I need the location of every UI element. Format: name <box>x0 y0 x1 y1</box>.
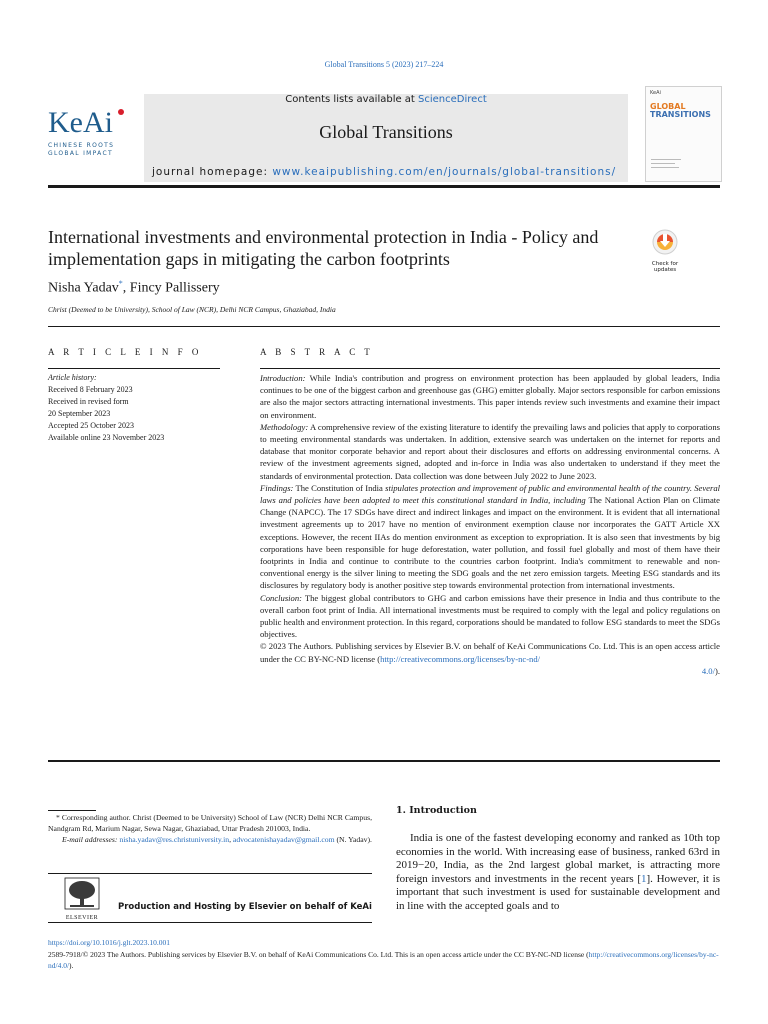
abstract-copyright-end <box>260 665 720 677</box>
homepage-link[interactable]: www.keaipublishing.com/en/journals/global-transitions/ <box>272 166 617 178</box>
abstract-heading: A B S T R A C T <box>260 347 374 357</box>
footer-license-link[interactable]: http://creativecommons.org/licenses/by-nc-nd/4.0/ <box>48 950 719 970</box>
doi-link[interactable]: https://doi.org/10.1016/j.glt.2023.10.001 <box>48 938 170 947</box>
issn-text-end: ). <box>69 961 74 970</box>
copyright-text: ). <box>714 665 720 676</box>
contents-line <box>144 94 628 105</box>
email-separator: , <box>229 835 233 844</box>
elsevier-logo-text: ELSEVIER <box>65 915 99 921</box>
footnote-rule <box>48 810 96 811</box>
introduction-heading: 1. Introduction <box>396 805 477 816</box>
elsevier-hosting-box <box>48 873 372 923</box>
cover-decoration <box>651 159 681 160</box>
keai-logo[interactable] <box>48 108 130 166</box>
check-updates-icon <box>646 229 684 257</box>
journal-cover-thumbnail[interactable] <box>645 86 722 182</box>
keai-tagline-2: GLOBAL IMPACT <box>48 150 113 157</box>
check-updates-text-2: updates <box>653 267 677 273</box>
corresponding-author-note: * Corresponding author. Christ (Deemed to be University) School of Law (NCR) Delhi NCR Campus, Nandgram Rd, Marium Nagar, Sewa Nagar, Ghaziabad, Uttar Pradesh 201003, India. <box>48 813 372 833</box>
divider <box>48 326 720 327</box>
email-link[interactable]: nisha.yadav@res.christuniversity.in <box>119 835 230 844</box>
cover-title-line2: TRANSITIONS <box>650 110 711 119</box>
abstract-label: Findings: <box>260 482 294 493</box>
cover-publisher: KeAi <box>650 90 661 96</box>
issn-text: 2589-7918/© 2023 The Authors. Publishing services by Elsevier B.V. on behalf of KeAi Communications Co. Ltd. This is an open access article under the CC BY-NC-ND license ( <box>48 950 589 959</box>
keai-wordmark: KeAi <box>48 106 113 139</box>
check-updates-text-1: Check for <box>651 261 679 267</box>
abstract-text: The Constitution of India <box>293 482 386 493</box>
article-history <box>48 372 164 444</box>
introduction-text-part: ]. However, it is important that such investment is used for sustainable development and in line with the accepted goals and to <box>396 872 720 912</box>
article-title: International investments and environmental protection in India - Policy and implementation gaps in mitigating the carbon footprints <box>48 227 599 269</box>
cover-decoration <box>651 167 679 168</box>
cover-title-line1: GLOBAL <box>650 102 686 111</box>
elsevier-tree-icon <box>62 877 102 911</box>
history-item: Available online 23 November 2023 <box>48 433 165 442</box>
divider <box>48 368 220 369</box>
citation-link[interactable]: 1 <box>641 872 647 885</box>
author-name: Nisha Yadav <box>48 280 119 296</box>
email-link[interactable]: advocatenishayadav@gmail.com <box>232 835 335 844</box>
abstract-methodology <box>260 421 720 482</box>
homepage-label: journal homepage: <box>152 166 273 178</box>
abstract-findings <box>260 482 720 592</box>
copyright-text: © 2023 The Authors. Publishing services by Elsevier B.V. on behalf of KeAi Communications Co. Ltd. This is an open access article under the CC BY-NC-ND license ( <box>260 641 720 664</box>
abstract-copyright <box>260 640 720 664</box>
cover-decoration <box>651 163 675 164</box>
header-rule <box>48 185 720 188</box>
divider <box>48 760 720 762</box>
introduction-text-part: India is one of the fastest developing economy and ranked as 10th top economies in the world. With increasing ease of business, ranked 63rd in 2019−20, India, as the 2nd largest global market, is attracting more foreign investors and investments in the recent years [ <box>396 832 720 885</box>
history-item: Accepted 25 October 2023 <box>48 421 134 430</box>
check-for-updates-badge[interactable] <box>646 229 684 273</box>
license-link[interactable]: http://creativecommons.org/licenses/by-nc-nd/ <box>380 653 541 664</box>
abstract-label: Introduction: <box>260 373 306 383</box>
abstract-text: The National Action Plan on Climate Change (NAPCC). The 17 SDGs have direct and indirect linkages and impact on the environment. It is evident that all international investment agreements up to 2017 have no mention of environment exemption clause nor incorporates the GATT Article XX exceptions. However, the recent IIAs do mention environment as exception to expropriation. It is also seen that investments by big corporations have been responsible for huge deforestation, water pollution, and fossil fuel globally and most of them have their footprints in India and continue to contribute to the countries carbon footprint. India's commitment to renewable and non-conventional energy is the silver lining to meeting the SDG goals and the net zero emission targets. Meeting ESG standards and its disclosures by regulatory body is another positive step towards environmental protection from international investments. <box>260 495 720 591</box>
abstract-text-italic: stipulates protection and improvement of public and environmental health of the country. Several laws and policies have been adopted to meet this constitutional standard in India, including <box>260 482 721 506</box>
elsevier-logo[interactable] <box>62 877 102 919</box>
hosting-text: Production and Hosting by Elsevier on behalf of KeAi <box>118 902 372 912</box>
abstract-text: A comprehensive review of the existing literature to identify the prevailing laws and policies that apply to corporations to meeting environmental standards was undertaken. In addition, extensive search was undertaken on the internet for reports and database that monitor corporate behavior and report about their disclosures and efforts on addressing environmental concerns. A review of the investment agreements signed, adopted and in-force in India was also undertaken to understand if they meet the standards of environmental protection. Data collection was done between July 2022 to June 2023. <box>260 421 720 481</box>
footnote <box>48 812 372 845</box>
history-item: 20 September 2023 <box>48 409 111 418</box>
author-name: , Fincy Pallissery <box>122 280 220 296</box>
abstract-label: Conclusion: <box>260 592 303 603</box>
history-item: Received 8 February 2023 <box>48 385 133 394</box>
abstract-text: The biggest global contributors to GHG and carbon emissions have their presence in India and thus contribute to the overall carbon foot print of India. All international investments must be required to comply with the legal and policy regulations on public health and environment protection. In this regard, corporations should be mandated to follow ESG standards to meet the SDGs objectives. <box>260 592 720 640</box>
journal-reference[interactable]: Global Transitions 5 (2023) 217–224 <box>324 60 444 69</box>
issn-license-line <box>48 949 728 971</box>
contents-prefix: Contents lists available at <box>285 94 419 105</box>
corresponding-author-mark[interactable]: * <box>118 279 123 288</box>
history-label: Article history: <box>48 373 97 382</box>
divider <box>260 368 720 369</box>
keai-red-dot-icon <box>118 109 124 115</box>
abstract-conclusion <box>260 592 720 641</box>
abstract-text: While India's contribution and progress on environment protection has been applauded by global leaders, India continues to be one of the biggest carbon and greenhouse gas (GHG) emitter globally. Major sectors responsible for carbon emissions are also the major sectors attracting international investments. This paper intends review such investments and examine their impact on environment. <box>260 373 720 420</box>
authors <box>48 279 220 297</box>
sciencedirect-link[interactable]: ScienceDirect <box>418 94 487 105</box>
abstract-body <box>260 372 720 677</box>
email-label: E-mail addresses: <box>62 835 118 844</box>
history-item: Received in revised form <box>48 397 129 406</box>
journal-homepage <box>152 166 616 178</box>
article-info-heading: A R T I C L E I N F O <box>48 347 202 357</box>
affiliation: Christ (Deemed to be University), School of Law (NCR), Delhi NCR Campus, Ghaziabad, India <box>48 305 336 314</box>
email-owner: (N. Yadav). <box>334 835 372 844</box>
journal-title: Global Transitions <box>319 122 453 142</box>
abstract-introduction <box>260 372 720 421</box>
email-addresses <box>48 834 372 845</box>
keai-tagline-1: CHINESE ROOTS <box>48 142 115 149</box>
introduction-text <box>396 832 720 914</box>
license-link[interactable]: 4.0/ <box>701 665 715 676</box>
abstract-label: Methodology: <box>260 421 309 432</box>
